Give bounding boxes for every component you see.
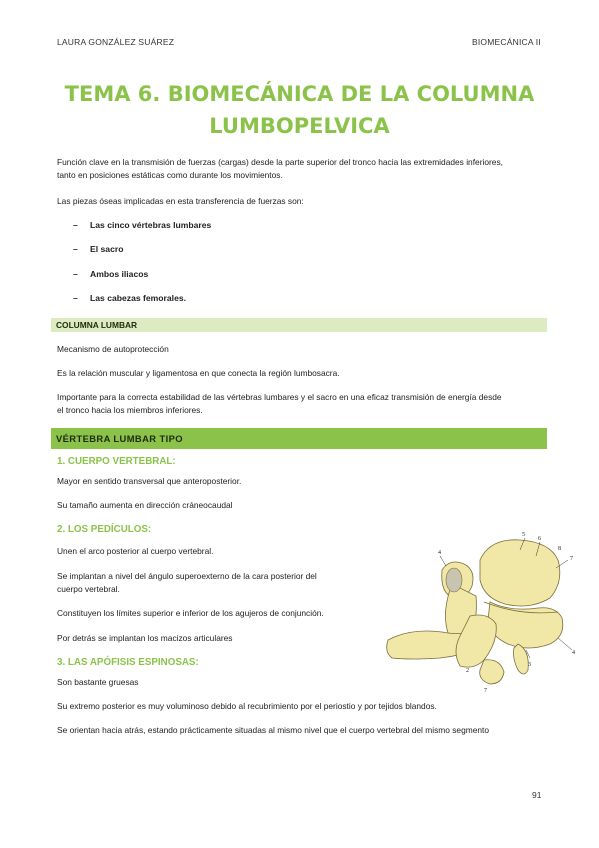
- articular-facet: [446, 568, 462, 592]
- paragraph: Son bastante gruesas: [57, 677, 139, 687]
- intro-paragraph-line1: Función clave en la transmisión de fuerzas (cargas) desde la parte superior del tronco hacia las extremidades inferiores,: [57, 157, 503, 167]
- lumbar-vertebra-illustration: [380, 520, 580, 700]
- page-number: 91: [532, 790, 542, 800]
- paragraph-line2: el tronco hacia los miembros inferiores.: [57, 405, 203, 415]
- list-item: [73, 244, 123, 254]
- figure-label: 7: [484, 688, 487, 694]
- figure-label: 4: [572, 650, 575, 656]
- paragraph: Mayor en sentido transversal que anteroposterior.: [57, 476, 242, 486]
- paragraph: Constituyen los límites superior e inferior de los agujeros de conjunción.: [57, 608, 324, 618]
- figure-label: 8: [558, 546, 561, 552]
- section-heading-bar: [51, 428, 547, 449]
- paragraph-line1: Se implantan a nivel del ángulo superoexterno de la cara posterior del: [57, 571, 317, 581]
- bullet-dash: –: [73, 220, 78, 230]
- subsection-title: 3. LAS APÓFISIS ESPINOSAS:: [57, 657, 199, 668]
- page-title: [0, 78, 599, 142]
- figure-label: 7: [570, 556, 573, 562]
- page-title-line2: LUMBOPELVICA: [209, 114, 390, 138]
- list-item-text: Las cinco vértebras lumbares: [90, 220, 212, 230]
- figure-label: 4: [438, 550, 441, 556]
- list-item: [73, 293, 186, 303]
- bullet-dash: –: [73, 293, 78, 303]
- paragraph: Su extremo posterior es muy voluminoso debido al recubrimiento por el periostio y por tejidos blandos.: [57, 701, 437, 711]
- paragraph: Mecanismo de autoprotección: [57, 344, 169, 354]
- paragraph: Unen el arco posterior al cuerpo vertebral.: [57, 546, 214, 556]
- list-item-text: Ambos iliacos: [90, 269, 149, 279]
- figure-label: 6: [538, 536, 541, 542]
- inferior-articular-process: [480, 660, 504, 684]
- list-item: [73, 220, 211, 230]
- paragraph: Es la relación muscular y ligamentosa en que conecta la región lumbosacra.: [57, 368, 340, 378]
- right-process: [514, 644, 529, 674]
- paragraph: Su tamaño aumenta en dirección cráneocaudal: [57, 500, 233, 510]
- paragraph-line2: cuerpo vertebral.: [57, 584, 120, 594]
- figure-label: 3: [528, 662, 531, 668]
- list-item-text: El sacro: [90, 244, 124, 254]
- bullet-dash: –: [73, 269, 78, 279]
- header-author: LAURA GONZÁLEZ SUÁREZ: [57, 37, 175, 47]
- figure-label: 2: [466, 668, 469, 674]
- vertebral-body-lower: [488, 602, 563, 648]
- leader-line: [558, 638, 572, 650]
- section-heading-bar: [51, 318, 547, 332]
- bullet-dash: –: [73, 244, 78, 254]
- section-heading: COLUMNA LUMBAR: [56, 320, 138, 330]
- section-heading: VÉRTEBRA LUMBAR TIPO: [56, 433, 183, 444]
- page-title-line1: TEMA 6. BIOMECÁNICA DE LA COLUMNA: [64, 82, 535, 106]
- intro-paragraph-line2: tanto en posiciones estáticas como durante los movimientos.: [57, 170, 283, 180]
- figure-label: 5: [522, 532, 525, 538]
- subsection-title: 1. CUERPO VERTEBRAL:: [57, 456, 176, 467]
- list-item: [73, 269, 148, 279]
- subsection-title: 2. LOS PEDÍCULOS:: [57, 524, 152, 535]
- paragraph: Se orientan hacia atrás, estando prácticamente situadas al mismo nivel que el cuerpo vertebral del mismo segmento: [57, 725, 490, 735]
- list-item-text: Las cabezas femorales.: [90, 293, 187, 303]
- paragraph-line1: Importante para la correcta estabilidad de las vértebras lumbares y el sacro en una eficaz transmisión de energía desde: [57, 392, 502, 402]
- header-course: BIOMECÁNICA II: [472, 37, 541, 47]
- leader-line: [440, 556, 446, 566]
- paragraph: Por detrás se implantan los macizos articulares: [57, 633, 233, 643]
- intro-paragraph-2: Las piezas óseas implicadas en esta transferencia de fuerzas son:: [57, 196, 304, 206]
